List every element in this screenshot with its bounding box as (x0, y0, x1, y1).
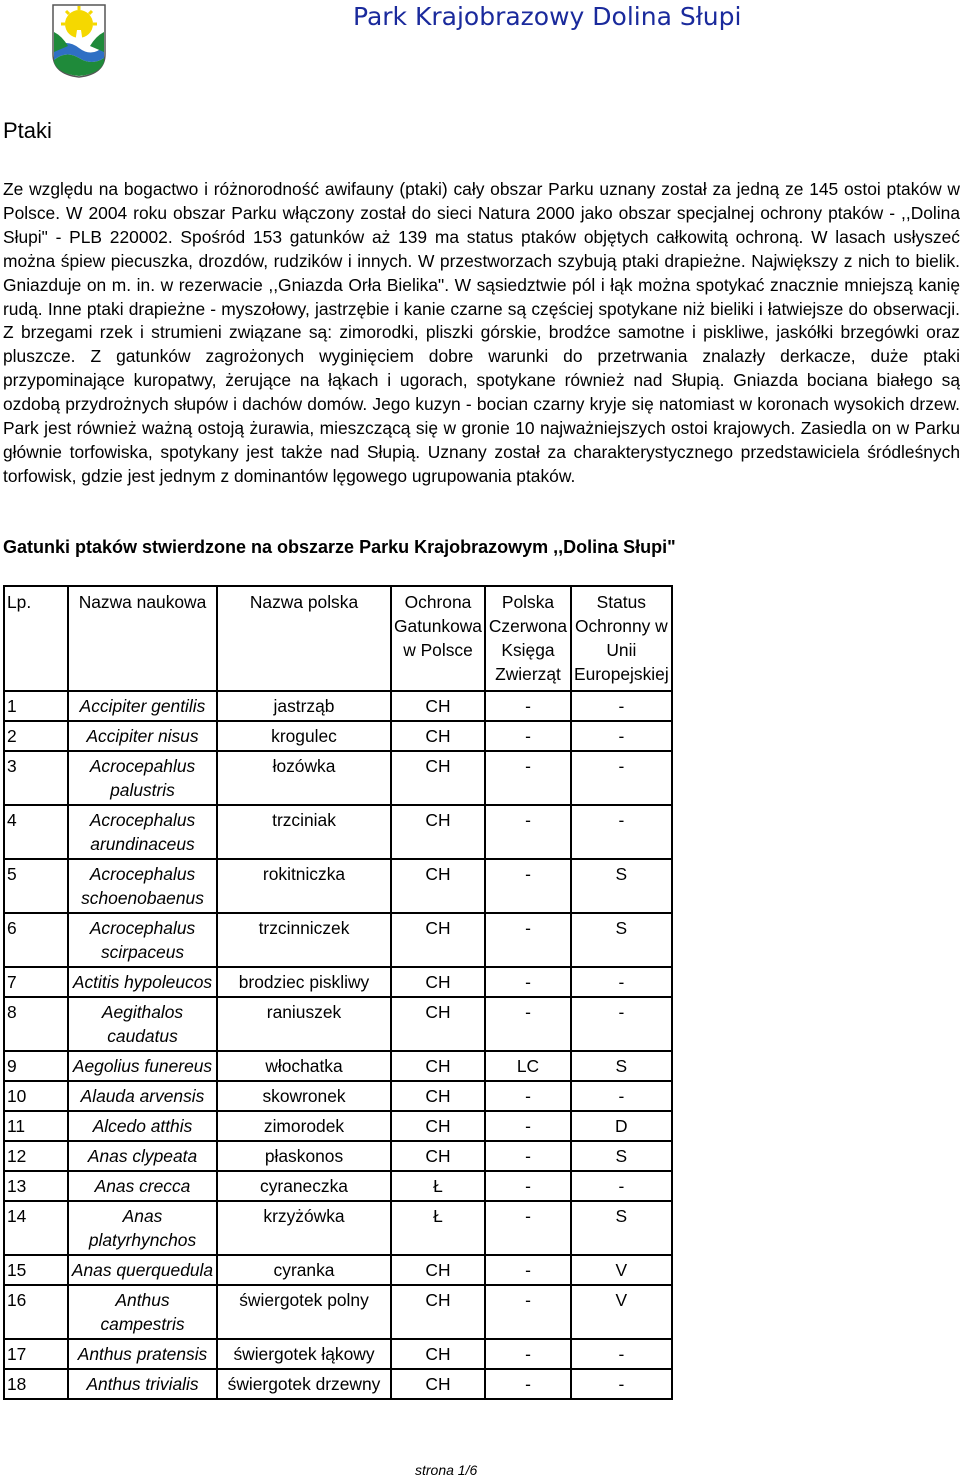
table-row (4, 1081, 672, 1111)
cell-scientific-name: Acrocephalus scirpaceus (68, 913, 217, 967)
cell-polish-name: krzyżówka (217, 1201, 391, 1255)
cell-polish-name: zimorodek (217, 1111, 391, 1141)
cell-eu-status: - (571, 691, 672, 721)
cell-red-book: - (485, 1081, 571, 1111)
table-row (4, 967, 672, 997)
cell-red-book: - (485, 1255, 571, 1285)
cell-eu-status: - (571, 997, 672, 1051)
cell-scientific-name: Anas clypeata (68, 1141, 217, 1171)
cell-lp: 8 (4, 997, 68, 1051)
page-number: strona 1/6 (415, 1462, 478, 1478)
cell-polish-name: brodziec piskliwy (217, 967, 391, 997)
cell-eu-status: - (571, 1081, 672, 1111)
cell-protection: CH (391, 967, 485, 997)
cell-lp: 14 (4, 1201, 68, 1255)
cell-scientific-name: Anthus pratensis (68, 1339, 217, 1369)
cell-red-book: - (485, 721, 571, 751)
cell-lp: 18 (4, 1369, 68, 1399)
column-header-scientific-name: Nazwa naukowa (68, 586, 217, 691)
cell-eu-status: - (571, 751, 672, 805)
cell-eu-status: V (571, 1255, 672, 1285)
cell-polish-name: skowronek (217, 1081, 391, 1111)
table-row (4, 805, 672, 859)
cell-protection: CH (391, 1255, 485, 1285)
cell-scientific-name: Anthus trivialis (68, 1369, 217, 1399)
cell-lp: 13 (4, 1171, 68, 1201)
cell-red-book: LC (485, 1051, 571, 1081)
table-row (4, 1339, 672, 1369)
cell-red-book: - (485, 997, 571, 1051)
cell-red-book: - (485, 1369, 571, 1399)
cell-protection: CH (391, 805, 485, 859)
cell-scientific-name: Anas crecca (68, 1171, 217, 1201)
cell-scientific-name: Aegithalos caudatus (68, 997, 217, 1051)
cell-eu-status: S (571, 859, 672, 913)
cell-polish-name: świergotek drzewny (217, 1369, 391, 1399)
cell-scientific-name: Accipiter nisus (68, 721, 217, 751)
cell-polish-name: trzcinniczek (217, 913, 391, 967)
page-header-title: Park Krajobrazowy Dolina Słupi (353, 2, 742, 31)
cell-eu-status: S (571, 1141, 672, 1171)
species-table-body (4, 691, 672, 1399)
cell-polish-name: świergotek polny (217, 1285, 391, 1339)
table-row (4, 751, 672, 805)
cell-eu-status: - (571, 1369, 672, 1399)
cell-lp: 16 (4, 1285, 68, 1339)
cell-polish-name: włochatka (217, 1051, 391, 1081)
cell-red-book: - (485, 1201, 571, 1255)
table-row (4, 859, 672, 913)
cell-eu-status: - (571, 967, 672, 997)
cell-lp: 5 (4, 859, 68, 913)
table-row (4, 1051, 672, 1081)
cell-protection: Ł (391, 1201, 485, 1255)
cell-protection: CH (391, 691, 485, 721)
cell-red-book: - (485, 859, 571, 913)
cell-eu-status: - (571, 1171, 672, 1201)
cell-red-book: - (485, 1171, 571, 1201)
cell-red-book: - (485, 691, 571, 721)
cell-protection: CH (391, 1051, 485, 1081)
park-logo (50, 2, 108, 78)
cell-scientific-name: Anas querquedula (68, 1255, 217, 1285)
cell-lp: 4 (4, 805, 68, 859)
table-row (4, 1111, 672, 1141)
cell-eu-status: - (571, 1339, 672, 1369)
species-table (3, 585, 673, 1400)
cell-protection: CH (391, 997, 485, 1051)
cell-lp: 17 (4, 1339, 68, 1369)
cell-protection: CH (391, 1111, 485, 1141)
cell-red-book: - (485, 1339, 571, 1369)
cell-protection: CH (391, 721, 485, 751)
cell-red-book: - (485, 967, 571, 997)
cell-lp: 10 (4, 1081, 68, 1111)
cell-polish-name: trzciniak (217, 805, 391, 859)
cell-red-book: - (485, 913, 571, 967)
cell-protection: CH (391, 1285, 485, 1339)
column-header-polish-name: Nazwa polska (217, 586, 391, 691)
table-row (4, 1255, 672, 1285)
table-row (4, 1171, 672, 1201)
cell-scientific-name: Acrocepahlus palustris (68, 751, 217, 805)
cell-eu-status: - (571, 805, 672, 859)
cell-protection: CH (391, 913, 485, 967)
cell-protection: CH (391, 1339, 485, 1369)
column-header-protection: Ochrona Gatunkowa w Polsce (391, 586, 485, 691)
cell-polish-name: cyranka (217, 1255, 391, 1285)
cell-red-book: - (485, 751, 571, 805)
column-header-red-book: Polska Czerwona Księga Zwierząt (485, 586, 571, 691)
cell-scientific-name: Acrocephalus schoenobaenus (68, 859, 217, 913)
column-header-lp: Lp. (4, 586, 68, 691)
cell-scientific-name: Accipiter gentilis (68, 691, 217, 721)
cell-polish-name: cyraneczka (217, 1171, 391, 1201)
cell-polish-name: płaskonos (217, 1141, 391, 1171)
table-row (4, 997, 672, 1051)
cell-lp: 9 (4, 1051, 68, 1081)
cell-polish-name: krogulec (217, 721, 391, 751)
cell-protection: Ł (391, 1171, 485, 1201)
intro-paragraph: Ze względu na bogactwo i różnorodność awifauny (ptaki) cały obszar Parku uznany został za jedną ze 145 ostoi ptaków w Polsce. W 2004 roku obszar Parku włączony został do sieci Natura 2000 jako obszar specjalnej ochrony ptaków - ,,Dolina Słupi" - PLB 220002. Spośród 153 gatunków aż 139 ma status ptaków objętych całkowitą ochroną. W lasach usłyszeć można śpiew piecuszka, drozdów, rudzików i innych. W przestworzach szybują ptaki drapieżne. Największy z nich to bielik. Gniazduje on m. in. w rezerwacie ,,Gniazda Orła Bielika". W sąsiedztwie pól i łąk można spotykać znacznie mniejszą kanię rudą. Inne ptaki drapieżne - myszołowy, jastrzębie i kanie czarne są częściej spotykane niż bieliki i łatwiejsze do obserwacji. Z brzegami rzek i strumieni związane są: zimorodki, pliszki górskie, brodźce samotne i piskliwe, jaskółki brzegówki oraz pluszcze. Z gatunków zagrożonych wyginięciem dobre warunki do przetrwania znalazły derkacze, duże ptaki przypominające kuropatwy, żerujące na łąkach i ugorach, spotykane również nad Słupią. Gniazda bociana białego są ozdobą przydrożnych słupów i dachów domów. Jego kuzyn - bocian czarny kryje się natomiast w koronach wysokich drzew. Park jest również ważną ostoją żurawia, mieszczącą się w gronie 10 najważniejszych ostoi krajowych. Zasiedla on w Parku głównie torfowiska, spotykany jest także nad Słupią. Uznany został za charakterystycznego przedstawiciela śródleśnych torfowisk, gdzie jest jednym z dominantów lęgowego ugrupowania ptaków. (3, 179, 960, 486)
cell-red-book: - (485, 1111, 571, 1141)
cell-scientific-name: Actitis hypoleucos (68, 967, 217, 997)
cell-red-book: - (485, 1285, 571, 1339)
park-emblem-icon (50, 2, 108, 78)
cell-eu-status: - (571, 721, 672, 751)
cell-scientific-name: Alcedo atthis (68, 1111, 217, 1141)
table-row (4, 691, 672, 721)
cell-protection: CH (391, 1081, 485, 1111)
cell-scientific-name: Aegolius funereus (68, 1051, 217, 1081)
cell-red-book: - (485, 1141, 571, 1171)
cell-lp: 1 (4, 691, 68, 721)
cell-lp: 6 (4, 913, 68, 967)
cell-lp: 11 (4, 1111, 68, 1141)
cell-scientific-name: Anthus campestris (68, 1285, 217, 1339)
cell-polish-name: łozówka (217, 751, 391, 805)
table-row (4, 1369, 672, 1399)
cell-protection: CH (391, 751, 485, 805)
cell-scientific-name: Acrocephalus arundinaceus (68, 805, 217, 859)
cell-eu-status: S (571, 1051, 672, 1081)
cell-lp: 7 (4, 967, 68, 997)
cell-scientific-name: Alauda arvensis (68, 1081, 217, 1111)
table-row (4, 1285, 672, 1339)
cell-scientific-name: Anas platyrhynchos (68, 1201, 217, 1255)
table-row (4, 1141, 672, 1171)
cell-polish-name: raniuszek (217, 997, 391, 1051)
table-row (4, 721, 672, 751)
cell-red-book: - (485, 805, 571, 859)
cell-protection: CH (391, 1369, 485, 1399)
cell-protection: CH (391, 1141, 485, 1171)
table-row (4, 913, 672, 967)
cell-eu-status: V (571, 1285, 672, 1339)
cell-protection: CH (391, 859, 485, 913)
cell-polish-name: rokitniczka (217, 859, 391, 913)
cell-polish-name: świergotek łąkowy (217, 1339, 391, 1369)
section-title: Ptaki (3, 118, 52, 143)
cell-eu-status: D (571, 1111, 672, 1141)
cell-eu-status: S (571, 1201, 672, 1255)
cell-lp: 3 (4, 751, 68, 805)
cell-polish-name: jastrząb (217, 691, 391, 721)
table-row (4, 1201, 672, 1255)
table-heading: Gatunki ptaków stwierdzone na obszarze Parku Krajobrazowym ,,Dolina Słupi" (3, 537, 676, 557)
cell-lp: 12 (4, 1141, 68, 1171)
cell-eu-status: S (571, 913, 672, 967)
cell-lp: 15 (4, 1255, 68, 1285)
table-header-row (4, 586, 672, 691)
cell-lp: 2 (4, 721, 68, 751)
column-header-eu-status: Status Ochronny w Unii Europejskiej (571, 586, 672, 691)
